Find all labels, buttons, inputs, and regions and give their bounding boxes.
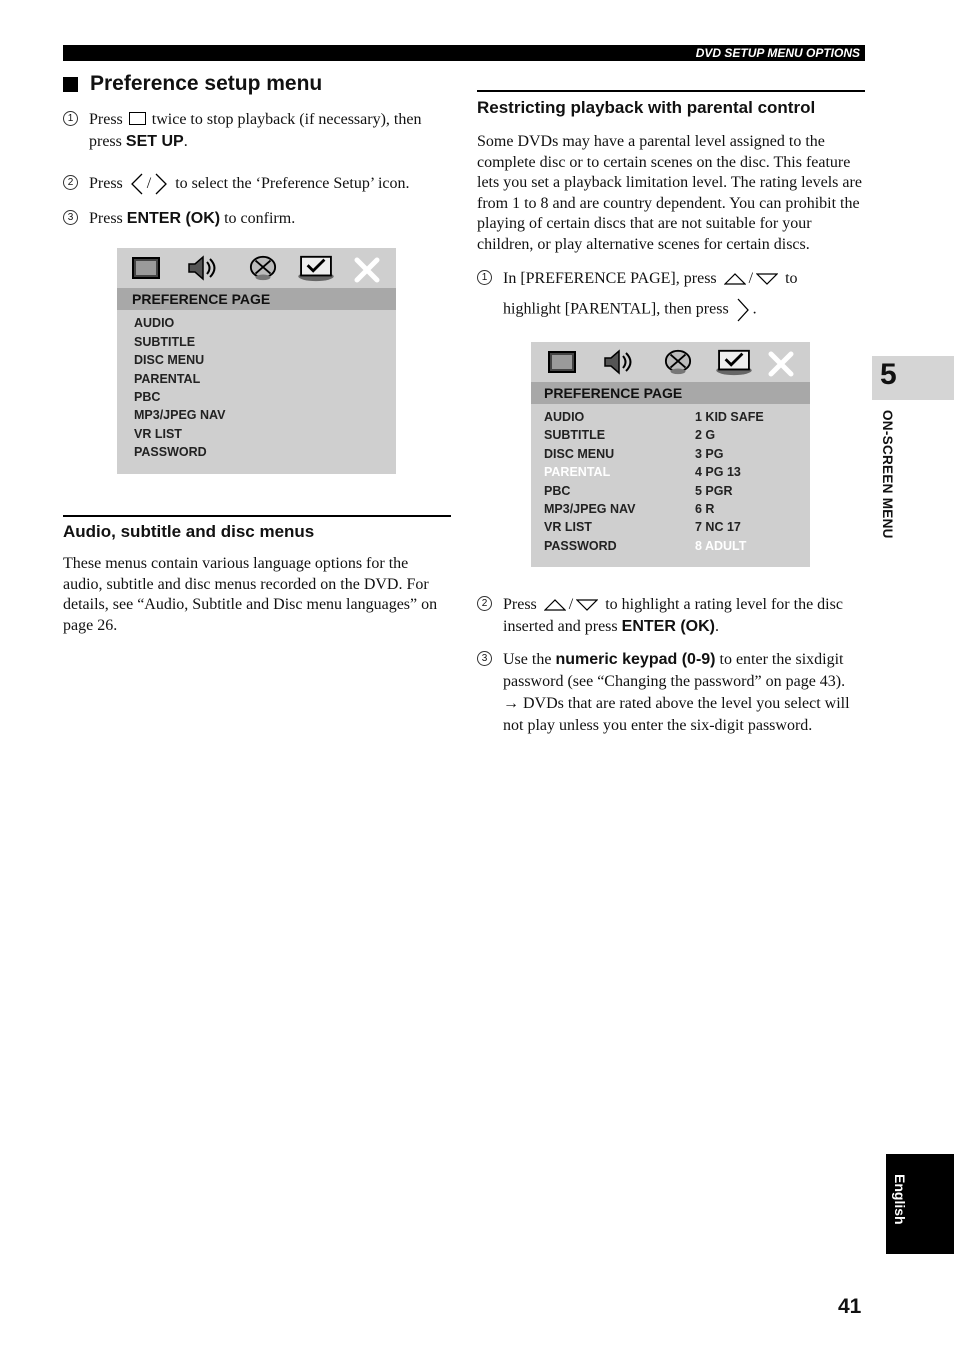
step-number: 2 — [477, 596, 492, 611]
parental-paragraph: Some DVDs may have a parental level assigned to the complete disc or to certain scenes on the disc. This feature lets you set a playback limitation level. The rating levels are from 1 to 8 and are country dependent. You can prohibit the playing of certain discs that are not suitable for your children, or play alternative scenes for certain discs. — [477, 133, 862, 253]
step-text: to — [785, 270, 798, 287]
up-arrow-icon — [724, 272, 746, 286]
menu-item: PBC — [134, 389, 161, 404]
menu-item: MP3/JPEG NAV — [544, 501, 636, 516]
chapter-number: 5 — [880, 358, 897, 391]
menu-item-list — [544, 408, 695, 555]
header-bar — [63, 45, 865, 61]
step-text: In [PREFERENCE PAGE], press — [503, 270, 717, 287]
step-number: 3 — [63, 210, 78, 225]
menu-item: AUDIO — [544, 410, 585, 424]
step-text: Use the — [503, 651, 552, 668]
rating-option-selected: 8 ADULT — [695, 538, 747, 553]
menu-item-highlighted: PARENTAL — [544, 465, 611, 480]
menu-item: SUBTITLE — [544, 428, 606, 443]
down-arrow-icon — [576, 598, 598, 612]
step-text: Press — [89, 175, 123, 192]
left-arrow-icon — [130, 173, 144, 195]
menu-item: PBC — [544, 483, 571, 498]
step-text: to select the ‘Preference Setup’ icon. — [175, 175, 410, 192]
left-column — [63, 72, 451, 636]
menu-page-title: PREFERENCE PAGE — [531, 382, 810, 404]
key-name: numeric keypad (0-9) — [555, 651, 716, 668]
section-title: Preference setup menu — [90, 72, 323, 95]
audio-setup-icon — [601, 348, 635, 376]
step-text: to enter the sixdigit password (see “Changing the password” on page 43). — [503, 651, 846, 690]
step-number: 2 — [63, 175, 78, 190]
step-text: highlight [PARENTAL], then press — [503, 300, 729, 318]
step-text: Press — [89, 210, 123, 228]
menu-item: MP3/JPEG NAV — [134, 408, 226, 423]
chapter-tab — [872, 356, 954, 400]
menu-table — [531, 404, 810, 555]
parental-step-3 — [477, 649, 865, 737]
step-text: . — [183, 133, 188, 150]
audio-setup-icon — [185, 254, 219, 282]
step-2 — [63, 173, 451, 195]
rating-option: 1 KID SAFE — [695, 410, 764, 424]
sub-section-paragraph: These menus contain various language options for the audio, subtitle and disc menus recorded on the DVD. For details, see “Audio, Subtitle and Disc menu languages” on page 26. — [63, 555, 438, 634]
preference-setup-icon — [295, 254, 337, 282]
parental-section-title: Restricting playback with parental control — [477, 90, 865, 118]
menu-icon-bar — [531, 342, 810, 382]
section-heading — [63, 72, 451, 96]
step-3 — [63, 208, 451, 230]
separator: / — [748, 270, 754, 287]
step-text: twice to stop playback (if necessary), then press — [89, 111, 422, 150]
up-arrow-icon — [544, 598, 566, 612]
stop-icon — [129, 112, 146, 125]
menu-item: PASSWORD — [134, 445, 207, 460]
language-tab — [886, 1154, 954, 1254]
down-arrow-icon — [756, 272, 778, 286]
step-continuation — [503, 298, 865, 322]
step-number: 1 — [477, 270, 492, 285]
menu-icon-bar — [117, 248, 396, 288]
rating-option: 7 NC 17 — [695, 520, 741, 535]
right-column — [477, 90, 865, 737]
menu-item: AUDIO — [134, 316, 175, 331]
menu-item: VR LIST — [134, 426, 182, 441]
key-name: ENTER (OK) — [126, 210, 221, 228]
video-setup-icon — [662, 348, 694, 376]
page-number: 41 — [838, 1295, 862, 1318]
step-text: . — [714, 618, 719, 635]
parental-menu-screen — [531, 342, 810, 567]
menu-item: DISC MENU — [544, 446, 615, 461]
rating-option: 5 PGR — [695, 483, 733, 498]
separator: / — [146, 175, 152, 192]
step-text: . — [752, 300, 757, 318]
preference-menu-screen — [117, 248, 396, 474]
parental-step-1 — [477, 268, 865, 322]
step-text: to highlight a rating level for the disc inserted and press — [503, 596, 843, 635]
general-setup-icon — [547, 348, 577, 376]
step-1 — [63, 109, 451, 153]
menu-item-list — [117, 310, 396, 461]
step-text: Press — [89, 111, 123, 128]
key-name: ENTER (OK) — [621, 618, 715, 635]
chapter-side-label — [880, 410, 902, 570]
close-icon — [354, 256, 380, 284]
square-bullet-icon — [63, 77, 78, 92]
step-text: DVDs that are rated above the level you select will not play unless you enter the six-digit password. — [503, 695, 850, 734]
key-name: SET UP — [125, 133, 184, 150]
step-number: 3 — [477, 651, 492, 666]
rating-option: 4 PG 13 — [695, 465, 741, 480]
section-label: DVD SETUP MENU OPTIONS — [695, 46, 860, 60]
right-arrow-icon — [154, 173, 168, 195]
menu-item: VR LIST — [544, 520, 592, 535]
rating-option: 2 G — [695, 428, 716, 443]
video-setup-icon — [247, 254, 279, 282]
chapter-label: ON-SCREEN MENU — [880, 410, 895, 539]
step-text: Press — [503, 596, 537, 613]
menu-item: PARENTAL — [134, 371, 201, 386]
rating-option: 3 PG — [695, 446, 724, 461]
parental-step-2 — [477, 594, 865, 638]
close-icon — [768, 350, 794, 378]
language-label: English — [892, 1174, 908, 1225]
right-arrow-icon — [736, 298, 750, 322]
result-arrow-icon: → — [503, 695, 519, 712]
menu-item: SUBTITLE — [134, 334, 196, 349]
menu-page-title: PREFERENCE PAGE — [117, 288, 396, 310]
step-text: to confirm. — [224, 210, 296, 228]
menu-item: PASSWORD — [544, 538, 617, 553]
rating-list — [695, 408, 764, 555]
preference-setup-icon — [713, 348, 755, 376]
step-number: 1 — [63, 111, 78, 126]
sub-section-title: Audio, subtitle and disc menus — [63, 515, 451, 542]
general-setup-icon — [131, 254, 161, 282]
separator: / — [568, 596, 574, 613]
rating-option: 6 R — [695, 501, 715, 516]
menu-item: DISC MENU — [134, 353, 205, 368]
